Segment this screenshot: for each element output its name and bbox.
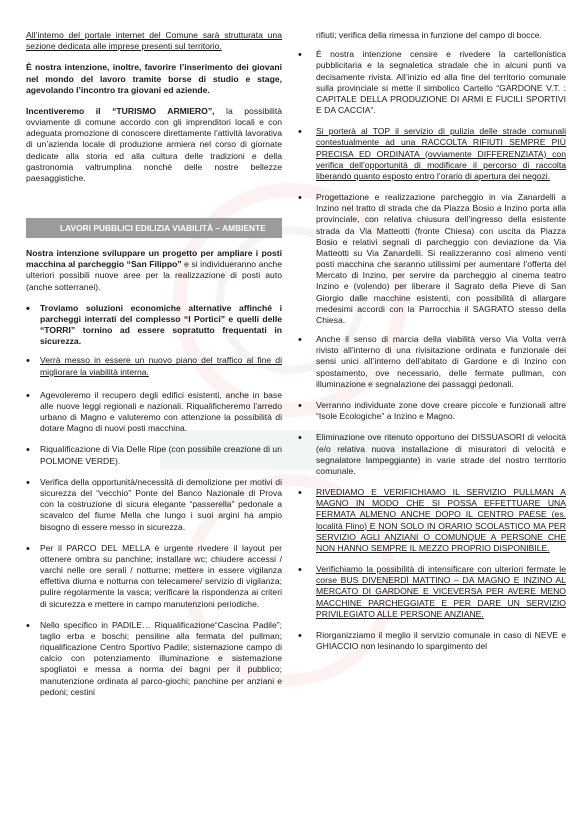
list-item-via-volta: • Anche il senso di marcia della viabilità verso Via Volta verrà rivisto all’interno di una rivisitazione ordinata e funzionale dei sensi unici all’interno dell’abitato di Gardone e di Inzino con spostamento, ove necessario, delle fermate pullman, con illuminazione e segnalazione dei passaggi pedonali. — [298, 334, 566, 390]
parking-intro-paragraph — [26, 248, 282, 293]
right-column — [298, 30, 566, 660]
parking-intro-rest: e si individueranno anche ulteriori possibili nuove aree per la realizzazione di posti auto (anche sotterranei). — [26, 259, 282, 292]
left-bullet-list — [26, 303, 282, 698]
intro-tourism-paragraph — [26, 106, 282, 184]
list-item-speed-bumps: • Eliminazione ove ritenuto opportuno dei DISSUASORI di velocità (e/o relativa nuova installazione di misuratori di velocità e segnalatore lampeggiante) in varie strade del nostro territorio comunale. — [298, 432, 566, 477]
list-item-bridge: • Verifica della opportunità/necessità di demolizione per motivi di sicurezza del “vecchio” Ponte del Banco Nazionale di Prova con la costruzione di sicura elegante “passerella” pedonale a scavalco del fiume Mella che lungo i suoi argini ha ampio bisogno di essere messo in sicurezza. — [26, 477, 282, 533]
list-item-snow-ice: • Riorganizziamo il meglio il servizio comunale in caso di NEVE e GHIACCIO non lesinando lo spargimento del — [298, 630, 566, 652]
right-continued-text: rifiuti; verifica della rimessa in funzione del campo di bocce. — [316, 30, 542, 40]
list-item-bus-market: • Verifichiamo la possibilità di intensificare con ulteriori fermate le corse BUS DIVENERDÌ MATTINO – DA MAGNO E INZINO AL MERCATO DI GARDONE E VICEVERSA PER AVERE MENO MACCHINE PARCHEGGIATE E PER DARE UN SERVIZIO PRIVILEGIATO ALLE PERSONE ANZIANE. — [298, 564, 566, 620]
list-item-traffic-plan: • Verrà messo in essere un nuovo piano del traffico al fine di migliorare la viabilità interna. — [26, 355, 282, 377]
list-item-eco-islands: • Verranno individuate zone dove creare piccole e funzionali altre “Isole Ecologiche” a Inzino e Magno. — [298, 400, 566, 422]
list-item-buildings: • Agevoleremo il recupero degli edifici esistenti, anche in base alle nuove leggi regionali e nazionali. Riqualificheremo l’arredo urbano di Magno e valuteremo con attenzione la possibilità di dotare Magno di nuovi posti macchina. — [26, 390, 282, 435]
intro-portal-paragraph: All’interno del portale internet del Comune sarà strutturata una sezione dedicata alle imprese presenti sul territorio. — [26, 30, 282, 52]
list-item-portici: • Troviamo soluzioni economiche alternative affinché i parcheggi interrati del complesso “I Portici” e quelli delle “TORRI” tornino ad essere sopratutto frequentati in sicurezza. — [26, 303, 282, 348]
right-bullet-list — [298, 49, 566, 652]
list-item-bus-magno: • RIVEDIAMO E VERIFICHIAMO IL SERVIZIO PULLMAN A MAGNO IN MODO CHE SI POSSA EFFETTUARE UNA FERMATA ALMENO ANCHE DOPO IL CENTRO PAESE (es. località Flino) E NON SOLO IN ORARIO SCOLASTICO MA PER SERVIZIO AGLI ANZIANI O COMUNQUE A PERSONE CHE NON HANNO SEMPRE IL MEZZO PROPRIO DISPONIBILE. — [298, 487, 566, 554]
list-item-street-cleaning: • Si porterà al TOP il servizio di pulizia delle strade comunali contestualmente ad una RACCOLTA RIFIUTI SEMPRE PIÙ PRECISA ED ORDINATA (ovviamente DIFFERENZIATA) con verifica dell’opportunità di modificare il percorso di raccolta liberando quanto esposto entro l’orario di apertura dei negozi. — [298, 126, 566, 182]
list-item-zanardelli-parking: • Progettazione e realizzazione parcheggio in via Zanardelli a Inzino nel tratto di strada che da Piazza Bosio a Inzino porta alla provinciale, con relativa chiusura dell’ingresso della esistente strada da Via Matteotti (fronte Chiesa) con uscita da Piazza Bosio e relativi segnali di parcheggio con deviazione da Via Matteotti su Via Zanardelli. Si realizzeranno così almeno venti posti macchina che saranno utilissimi per aumentare l’offerta del Mercato di Inzino, per servire da parcheggio al cinema teatro Inzino e (volendo) per liberare il Sagrato della Pieve di San Giorgio dalle macchine esistenti, con possibilità di allargare medesimi accordi con la Parrocchia il SAGRATO stesso della Chiesa. — [298, 192, 566, 326]
intro-youth-paragraph: È nostra intenzione, inoltre, favorire l’inserimento dei giovani nel mondo del lavoro tramite borse di studio e stage, agevolando l’incontro tra giovani ed aziende. — [26, 62, 282, 95]
parking-intro-bold: Nostra intenzione sviluppare un progetto per ampliare i posti macchina al parcheggio “San Filippo” — [26, 248, 282, 270]
list-item-signage: • È nostra intenzione censire e rivedere la cartellonistica pubblicitaria e la segnaletica stradale che in alcuni punti va decisamente rivista. All’inizio ed alla fine del territorio comunale sulla provinciale si mette il simbolico Cartello “GARDONE V.T. : CAPITALE DELLA PRODUZIONE DI ARMI E FUCILI SPORTIVI E DA CACCIA”. — [298, 49, 566, 116]
list-item-via-ripe: • Riqualificazione di Via Delle Ripe (con possibile creazione di un POLMONE VERDE). — [26, 444, 282, 466]
left-column — [26, 30, 282, 706]
tourism-bold-text: Incentiveremo il “TURISMO ARMIERO”, — [26, 105, 215, 116]
tourism-rest-text: la possibilità ovviamente di comune accordo con gli imprenditori locali e con adeguata promozione di conoscere direttamente l’attività lavorativa di un’azienda locale di produzione armiera nel corso di giornate dedicate alla storia ed alla cultura delle tradizioni e della gastronomia valtrumplina nonché delle nostre bellezze paesaggistiche. — [26, 105, 283, 183]
list-item-parco-mella: • Per il PARCO DEL MELLA è urgente rivedere il layout per ottenere ombra su panchine; installare wc; chiudere accessi / varchi nelle ore serali / notturne; mettere in essere vigilanza effettiva diurna e notturna con telecamere/ servizio di vigilanza; pulire regolarmente la vasca; verificare la rispondenza ai criteri di sicurezza e mettere in campo manutenzioni periodiche. — [26, 543, 282, 610]
list-item-padile: • Nello specifico in PADILE… Riqualificazione“Cascina Padile”; taglio erba e boschi; pensiline alla fermata del pullman; riqualificazione Centro Sportivo Padile; sistemazione campo di calcio con potenziamento illuminazione e sistemazione spogliatoi e messa a norma dei bagni per il pubblico; manutenzione ordinata al parco-giochi; panchine per anziani e pedoni; cestini — [26, 620, 282, 698]
section-header-lavori-pubblici: LAVORI PUBBLICI EDILIZIA VIABILITÀ – AMBIENTE — [26, 218, 282, 238]
